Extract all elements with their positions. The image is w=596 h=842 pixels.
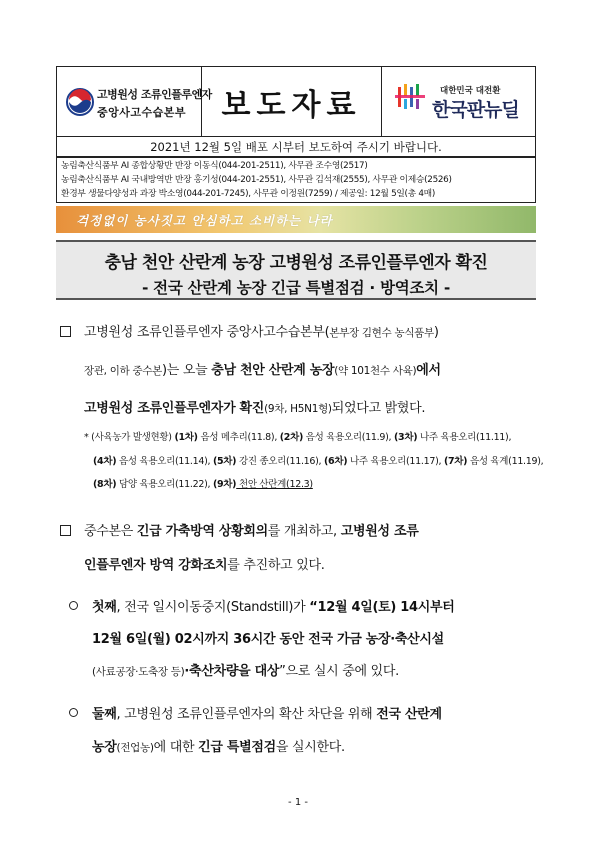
header-box [56,66,536,137]
headline-subtitle: - 전국 산란계 농장 긴급 특별점검 · 방역조치 - [141,279,451,297]
text: 을 실시한다. [275,740,345,755]
text: (8차) [93,479,117,490]
text: “12월 4일(토) 14시부터 [309,600,455,615]
sub-bullet-circle [69,601,78,610]
section-bullet-box [60,525,71,536]
text: * (사육농가 발생현황) [84,432,175,443]
slogan-text: 걱정없이 농사짓고 안심하고 소비하는 나라 [76,213,333,228]
page-number: - 1 - [288,797,308,808]
section1-line1 [84,321,439,340]
bullet1-line3 [92,660,399,679]
text: (4차) [93,456,117,467]
text: 고병원성 조류인플루엔자가 확진 [84,401,265,416]
text: 농장 [92,740,117,755]
contact-line: 농림축산식품부 AI 종합상황반 반장 이동식(044-201-2511), 사무관 조수영(2517) [61,161,368,171]
government-emblem-icon [65,87,95,117]
text: ”으로 실시 중에 있다. [279,664,399,679]
text: (3차) [393,432,418,443]
footnote-line1 [84,429,511,443]
headline-title: 충남 천안 산란계 농장 고병원성 조류인플루엔자 확진 [104,253,488,273]
release-date-text: 2021년 12월 5일 배포 시부터 보도하여 주시기 바랍니다. [150,139,442,154]
text: 전국 산란계 [376,707,442,722]
text: 인플루엔자 방역 강화조치 [84,558,228,573]
text: )는 오늘 [162,363,212,378]
contact-line: 환경부 생물다양성과 과장 박소영(044-201-7245), 사무관 이정원(7259) / 제공일: 12월 5일(총 4매) [61,189,436,199]
text: 고병원성 조류인플루엔자 중앙사고수습본부( [84,325,330,340]
org-line1: 고병원성 조류인플루엔자 [97,88,212,101]
text: 에 대한 [153,740,199,755]
text: 음성 육용오리(11.14), [116,456,213,467]
title-cell [202,67,382,136]
text: 긴급 가축방역 상황회의 [136,524,268,539]
sub-bullet-circle [69,708,78,717]
text: 음성 육계(11.19), [467,456,544,467]
text: (2차) [279,432,304,443]
section-bullet-box [60,326,71,337]
text: 되었다고 밝혔다. [331,401,426,416]
org-line2: 중앙사고수습본부 [97,106,187,119]
text: 나주 육용오리(11.11), [417,432,512,443]
text: 에서 [416,363,441,378]
section2-line2 [84,554,325,573]
text: , 고병원성 조류인플루엔자의 확산 차단을 위해 [116,707,377,722]
text: (5차) [212,456,237,467]
press-release-title: 보도자료 [221,87,362,123]
text: (약 101천수 사육) [334,365,417,377]
text: 둘째 [92,707,117,722]
text: ·축산차량을 대상 [184,664,280,679]
release-date-row [56,137,536,157]
campaign-cell [382,67,534,136]
text: 고병원성 조류 [340,524,419,539]
text: 담양 육용오리(11.22), [116,479,213,490]
text: 천안 산란계(12.3) [236,479,313,490]
text: (전업농) [116,742,154,754]
contact-info [56,157,536,203]
new-deal-logo-icon [394,81,426,113]
text: (9차, H5N1형) [264,403,332,415]
text: (1차) [174,432,198,443]
text: (9차) [212,479,237,490]
section1-line2 [84,359,441,378]
contact-line: 농림축산식품부 AI 국내방역반 반장 홍기성(044-201-2551), 사무관 김석재(2555), 사무관 이제승(2526) [61,175,452,185]
section1-line3 [84,397,425,416]
campaign-subtitle: 대한민국 대전환 [440,86,501,96]
headline-box [56,240,536,300]
org-cell [57,67,212,136]
text: 충남 천안 산란계 농장 [211,363,335,378]
bullet1-line1 [92,596,455,615]
slogan-banner [56,206,536,233]
campaign-title: 한국판뉴딜 [432,99,519,121]
text: 를 개최하고, [267,524,341,539]
text: 첫째 [92,600,117,615]
text: (6차) [324,456,348,467]
bullet2-line2 [92,736,345,755]
text: 강진 종오리(11.16), [236,456,324,467]
text: 본부장 김현수 농식품부 [329,327,434,339]
text: , 전국 일시이동중지(Standstill)가 [116,600,310,615]
text: ) [433,325,439,340]
text: 중수본은 [84,524,137,539]
text: 긴급 특별점검 [198,740,276,755]
footnote-line2 [93,453,543,467]
text: 나주 육용오리(11.17), [347,456,444,467]
bullet1-line2: 12월 6일(월) 02시까지 36시간 동안 전국 가금 농장·축산시설 [92,632,444,647]
section2-line1 [84,520,419,539]
text: 장관, 이하 중수본 [84,365,163,377]
text: (사료공장·도축장 등) [92,666,185,678]
footnote-line3 [93,476,313,490]
text: (7차) [443,456,468,467]
text: 를 추진하고 있다. [227,558,325,573]
text: 음성 메추리(11.8), [197,432,280,443]
text: 음성 육용오리(11.9), [303,432,394,443]
bullet2-line1 [92,703,442,722]
